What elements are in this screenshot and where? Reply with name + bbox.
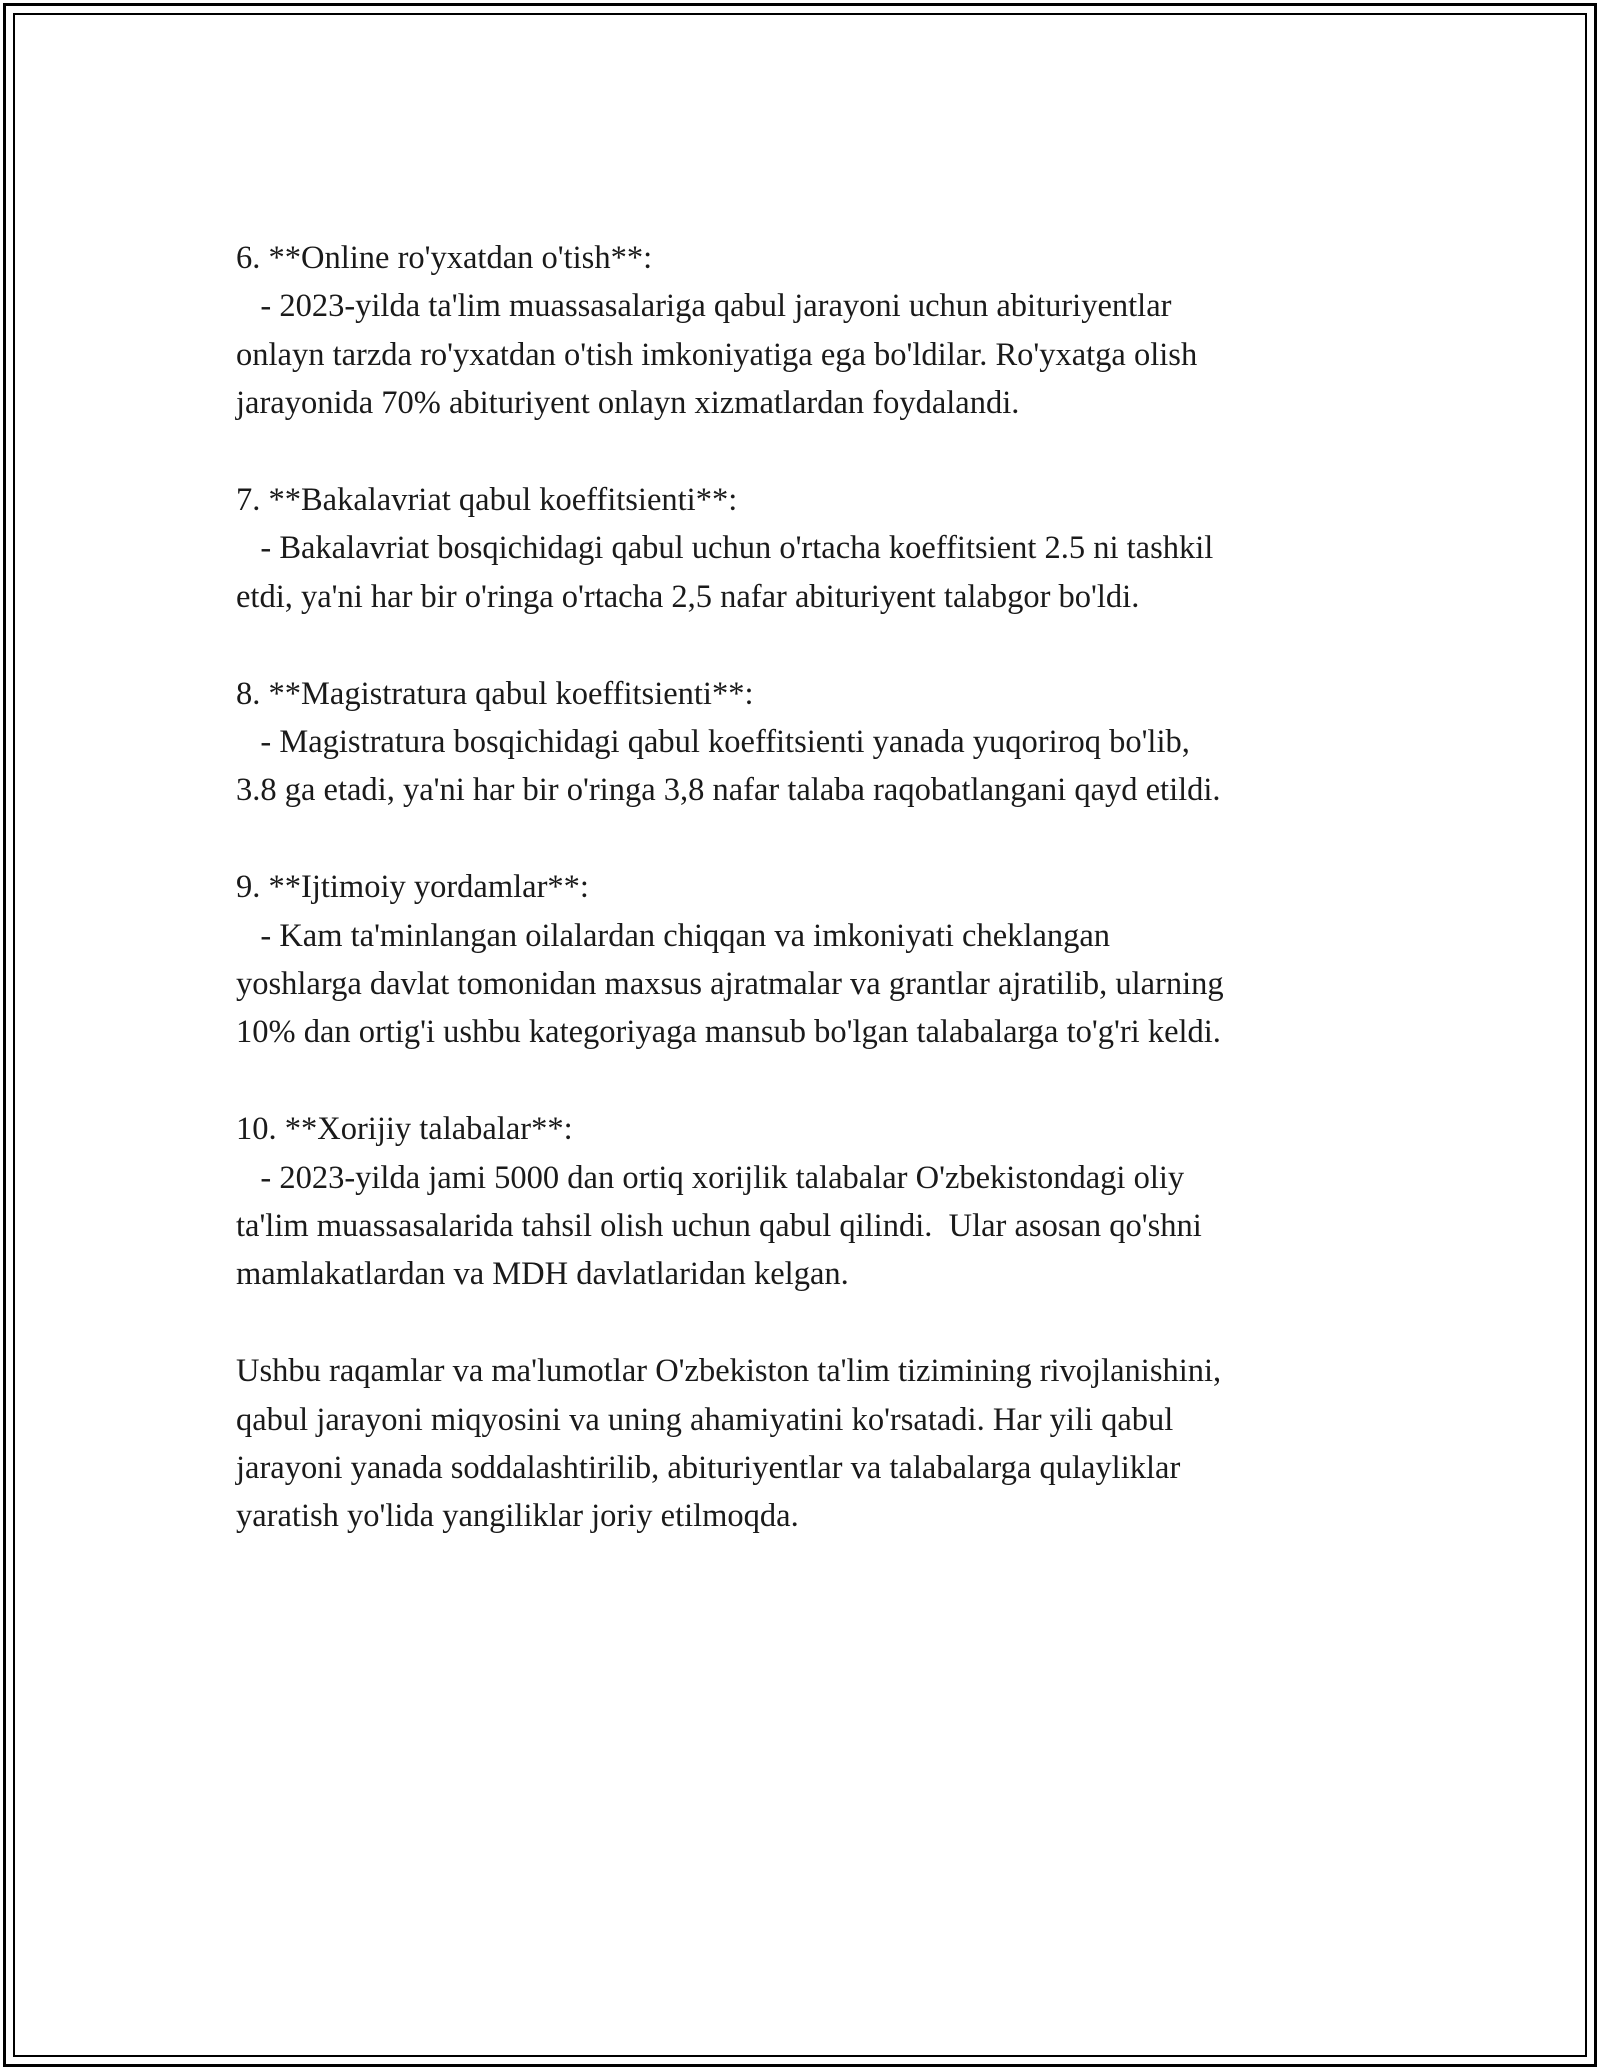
section-line: jarayonida 70% abituriyent onlayn xizmatlardan foydalandi. [236, 385, 1020, 422]
section-line: 3.8 ga etadi, ya'ni har bir o'ringa 3,8 nafar talaba raqobatlangani qayd etildi. [236, 772, 1221, 809]
section-heading: 7. **Bakalavriat qabul koeffitsienti**: [236, 482, 738, 519]
section-line: yoshlarga davlat tomonidan maxsus ajratmalar va grantlar ajratilib, ularning [236, 966, 1224, 1003]
section-heading: 9. **Ijtimoiy yordamlar**: [236, 869, 589, 906]
section-line: - Bakalavriat bosqichidagi qabul uchun o'rtacha koeffitsient 2.5 ni tashkil [236, 530, 1214, 567]
section-master-coefficient [236, 670, 1366, 815]
section-social-support [236, 863, 1366, 1057]
section-heading: 8. **Magistratura qabul koeffitsienti**: [236, 675, 754, 712]
section-line: onlayn tarzda ro'yxatdan o'tish imkoniyatiga ega bo'ldilar. Ro'yxatga olish [236, 336, 1198, 373]
section-line: - 2023-yilda ta'lim muassasalariga qabul jarayoni uchun abituriyentlar [236, 288, 1172, 325]
section-online-registration [236, 234, 1366, 428]
conclusion-line: qabul jarayoni miqyosini va uning ahamiyatini ko'rsatadi. Har yili qabul [236, 1401, 1174, 1438]
document-body [236, 234, 1366, 1589]
section-line: 10% dan ortig'i ushbu kategoriyaga mansub bo'lgan talabalarga to'g'ri keldi. [236, 1014, 1221, 1051]
conclusion-line: yaratish yo'lida yangiliklar joriy etilmoqda. [236, 1498, 799, 1535]
section-line: etdi, ya'ni har bir o'ringa o'rtacha 2,5 nafar abituriyent talabgor bo'ldi. [236, 578, 1140, 615]
section-line: - Magistratura bosqichidagi qabul koeffitsienti yanada yuqoriroq bo'lib, [236, 724, 1190, 761]
section-line: ta'lim muassasalarida tahsil olish uchun qabul qilindi. Ular asosan qo'shni [236, 1208, 1202, 1245]
section-line: - Kam ta'minlangan oilalardan chiqqan va imkoniyati cheklangan [236, 917, 1111, 954]
section-heading: 6. **Online ro'yxatdan o'tish**: [236, 240, 653, 276]
section-foreign-students [236, 1105, 1366, 1299]
conclusion-line: Ushbu raqamlar va ma'lumotlar O'zbekiston ta'lim tizimining rivojlanishini, [236, 1353, 1222, 1390]
section-bachelor-coefficient [236, 476, 1366, 621]
conclusion-line: jarayoni yanada soddalashtirilib, abituriyentlar va talabalarga qulayliklar [236, 1450, 1181, 1487]
section-line: - 2023-yilda jami 5000 dan ortiq xorijlik talabalar O'zbekistondagi oliy [236, 1159, 1185, 1196]
conclusion-paragraph [236, 1347, 1366, 1541]
section-heading: 10. **Xorijiy talabalar**: [236, 1111, 573, 1148]
section-line: mamlakatlardan va MDH davlatlaridan kelgan. [236, 1256, 849, 1293]
